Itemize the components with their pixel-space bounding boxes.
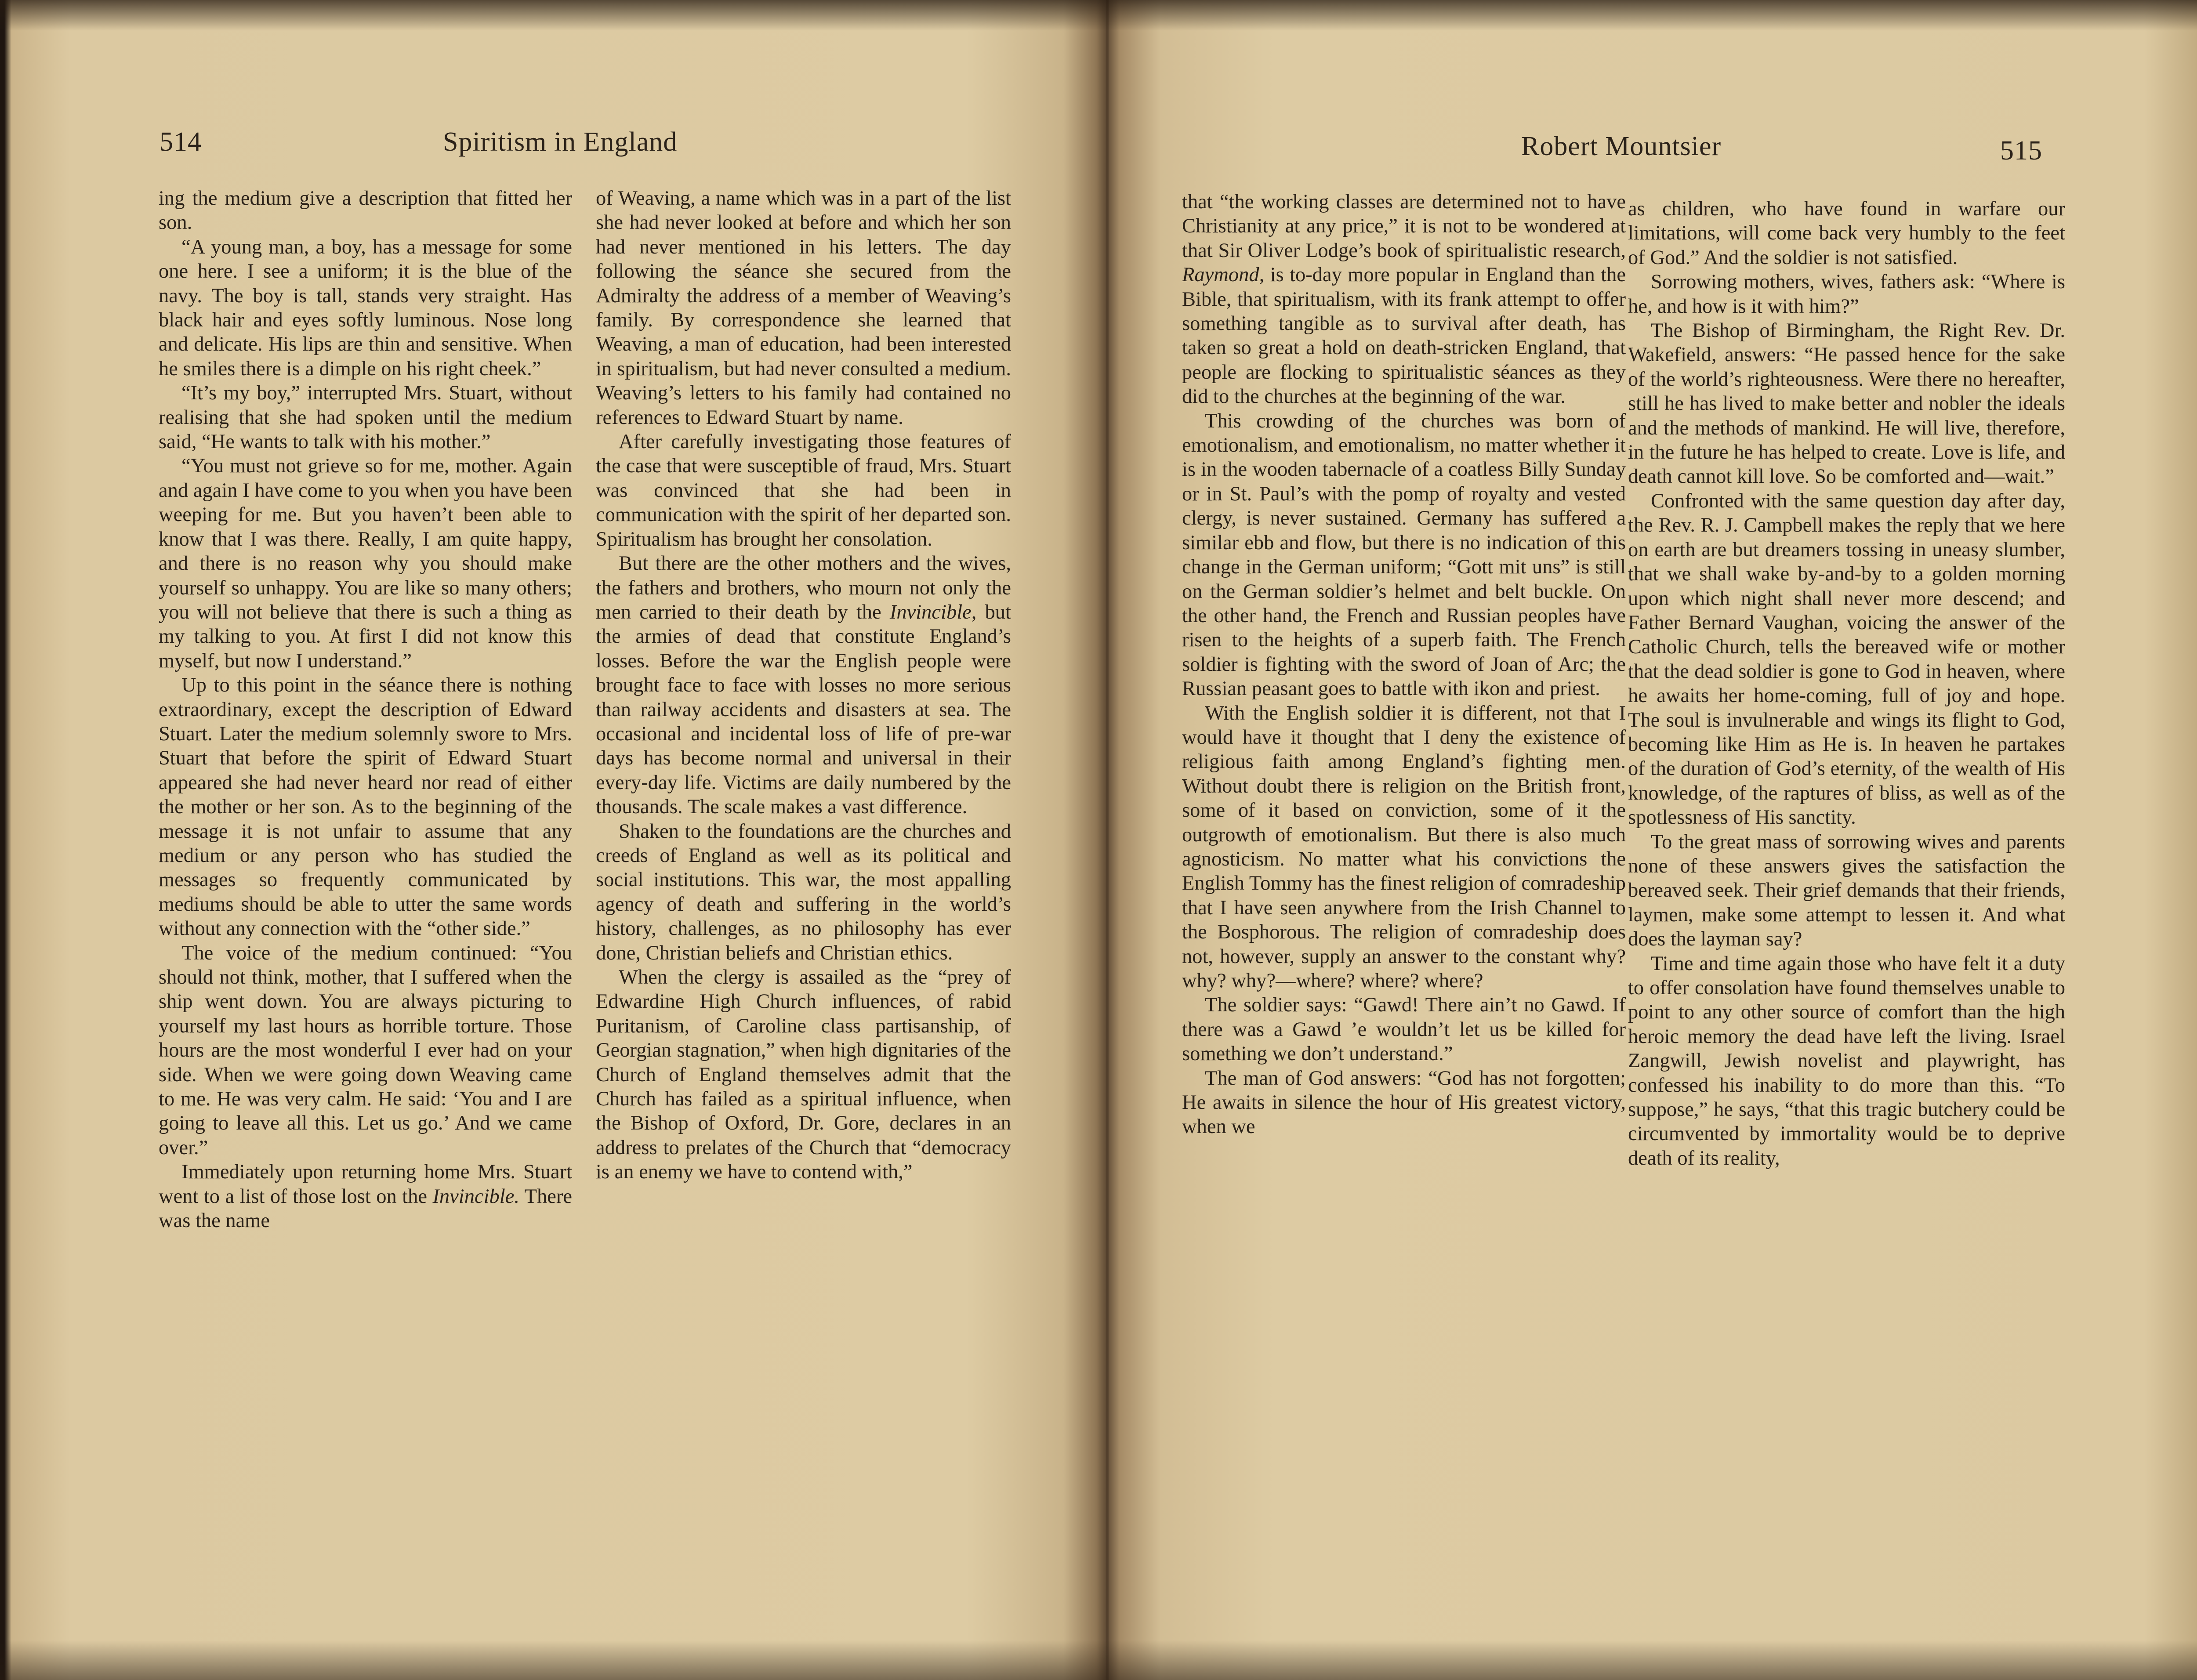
paragraph-text: This crowding of the churches was born of emotionalism, and emotionalism, no matter whether it is in the wooden tabernacle of a coatless Billy Sunday or in St. Paul’s with the pomp of royalty and vested clergy, is never sustained. Germany has suffered a similar ebb and flow, but there is no indication of this change in the German uniform; “Gott mit uns” is still on the German soldier’s helmet and belt buckle. On the other hand, the French and Russian peoples have risen to the heights of a superb faith. The French soldier is fighting with the sword of Joan of Arc; the Russian peasant goes to battle with ikon and priest. xyxy=(1182,409,1626,700)
paragraph-text: The Bishop of Birmingham, the Right Rev. Dr. Wakefield, answers: “He passed hence for the sake of the world’s righteousness. Were there no hereafter, still he has lived to make better and nobler the ideals and the methods of mankind. He will live, therefore, in the future he has helped to create. Love is life, and death cannot kill love. So be comforted and—wait.” xyxy=(1628,319,2065,488)
paragraph-text: “A young man, a boy, has a message for some one here. I see a uniform; it is the blue of the navy. The boy is tall, stands very straight. Has black hair and eyes softly luminous. Nose long and delicate. His lips are thin and sensitive. When he smiles there is a dimple on his right cheek.” xyxy=(159,235,572,380)
paragraph-text: When the clergy is assailed as the “prey of Edwardine High Church influences, of rabid Puritanism, of Caroline class partisanship, of Georgian stagnation,” when high dignitaries of the Church of England themselves admit that the Church has failed as a spiritual influence, when the Bishop of Oxford, Dr. Gore, declares in an address to prelates of the Church that “democracy is an enemy we have to contend with,” xyxy=(596,966,1011,1184)
paragraph-text: But there are the other mothers and the wives, the fathers and brothers, who mourn not only the men carried to their death by the xyxy=(596,552,1011,623)
paragraph-text: “You must not grieve so for me, mother. Again and again I have come to you when you have been weeping for me. But you haven’t been able to know that I was there. Really, I am quite happy, and there is no reason why you should make yourself so unhappy. You are like so many others; you will not believe that there is such a thing as my talking to you. At first I did not know this myself, but now I understand.” xyxy=(159,455,572,672)
paragraph xyxy=(159,186,572,235)
paragraph-text: The soldier says: “Gawd! There ain’t no Gawd. If there was a Gawd ’e wouldn’t let us be killed for something we don’t understand.” xyxy=(1182,994,1626,1065)
paragraph xyxy=(159,235,572,381)
paragraph-text: that “the working classes are determined not to have Christianity at any price,” it is not to be wondered at that Sir Oliver Lodge’s book of spiritualistic research, xyxy=(1182,191,1626,262)
page-number-right: 515 xyxy=(2000,136,2042,166)
running-head-right: Robert Mountsier xyxy=(1521,131,1722,161)
paragraph xyxy=(596,186,1011,430)
italic-title: Invincible. xyxy=(432,1185,519,1208)
paragraph xyxy=(1182,701,1626,993)
paragraph xyxy=(1628,952,2065,1171)
paragraph-text: Up to this point in the séance there is nothing extraordinary, except the description of Edward Stuart. Later the medium solemnly swore to Mrs. Stuart that before the spirit of Edward Stuart appeared she had never heard nor read of either the mother or her son. As to the beginning of the message it is not unfair to assume that any medium or any person who has studied the messages so frequently communicated by mediums should be able to utter the same words without any connection with the “other side.” xyxy=(159,674,572,940)
paragraph xyxy=(1182,190,1626,409)
paragraph xyxy=(1628,489,2065,830)
paragraph xyxy=(1182,409,1626,701)
paragraph xyxy=(1182,1066,1626,1139)
paragraph xyxy=(596,819,1011,965)
page-number-left: 514 xyxy=(160,127,202,157)
paragraph xyxy=(596,551,1011,819)
paragraph-text: To the great mass of sorrowing wives and parents none of these answers gives the satisfaction the bereaved seek. Their grief demands that their friends, laymen, make some attempt to lessen it. And what does the layman say? xyxy=(1628,830,2065,951)
paragraph xyxy=(1628,270,2065,319)
paragraph xyxy=(596,965,1011,1184)
italic-title: Invincible, xyxy=(889,601,977,623)
paragraph-text: The man of God answers: “God has not forgotten; He awaits in silence the hour of His greatest victory, when we xyxy=(1182,1067,1626,1138)
paragraph xyxy=(1628,319,2065,489)
paragraph-text: is to-day more popular in England than the Bible, that spiritualism, with its frank attempt to offer something tangible as to survival after death, has taken so great a hold on death-stricken England, that people are flocking to spiritualistic séances as they did to the churches at the beginning of the war. xyxy=(1182,264,1626,408)
paragraph xyxy=(1182,993,1626,1066)
paragraph-text: as children, who have found in warfare our limitations, will come back very humbly to the feet of God.” And the soldier is not satisfied. xyxy=(1628,198,2065,269)
italic-title: Raymond, xyxy=(1182,264,1265,286)
running-head-left: Spiritism in England xyxy=(443,127,678,157)
paragraph-text: of Weaving, a name which was in a part of the list she had never looked at before and which her son had never mentioned in his letters. The day following the séance she secured from the Admiralty the address of a member of Weaving’s family. By correspondence she learned that Weaving, a man of education, had been interested in spiritualism, but had never consulted a medium. Weaving’s letters to his family had contained no references to Edward Stuart by name. xyxy=(596,187,1011,429)
paragraph-text: Time and time again those who have felt it a duty to offer consolation have found themselves unable to point to any other source of comfort than the high heroic memory the dead have left the living. Israel Zangwill, Jewish novelist and playwright, has confessed his inability to do more than this. “To suppose,” he says, “that this tragic butchery could be circumvented by immortality would be to deprive death of its reality, xyxy=(1628,952,2065,1169)
paragraph xyxy=(1628,830,2065,952)
paragraph xyxy=(596,430,1011,551)
paragraph xyxy=(1628,197,2065,270)
paragraph-text: Confronted with the same question day after day, the Rev. R. J. Campbell makes the reply that we here on earth are but dreamers tossing in uneasy slumber, that we shall wake by-and-by to a golden morning upon which night shall never more descend; and Father Bernard Vaughan, voicing the answer of the Catholic Church, tells the bereaved wife or mother that the dead soldier is gone to God in heaven, where he awaits her home-coming, full of joy and hope. The soul is invulnerable and wings its flight to God, becoming like Him as He is. In heaven he partakes of the duration of God’s eternity, of the wealth of His knowledge, of the raptures of bliss, as well as of the spotlessness of His sanctity. xyxy=(1628,489,2065,829)
paragraph-text: Shaken to the foundations are the churches and creeds of England as well as its political and social institutions. This war, the most appalling agency of death and suffering in the world’s history, challenges, as no philosophy has ever done, Christian beliefs and Christian ethics. xyxy=(596,820,1011,964)
paragraph-text: Immediately upon returning home Mrs. Stuart went to a list of those lost on the xyxy=(159,1161,572,1208)
paragraph xyxy=(159,1160,572,1233)
paragraph-text: Sorrowing mothers, wives, fathers ask: “Where is he, and how is it with him?” xyxy=(1628,271,2065,318)
text-column-right-1 xyxy=(1182,190,1626,1139)
paragraph-text: There was the name xyxy=(159,1185,573,1232)
paragraph-text: With the English soldier it is different, not that I would have it thought that I deny the existence of religious faith among England’s fighting men. Without doubt there is religion on the British front, some of it based on conviction, some of it the outgrowth of emotionalism. But there is also much agnosticism. No matter what his convictions the English Tommy has the finest religion of comradeship that I have seen anywhere from the Irish Channel to the Bosphorous. The religion of comradeship does not, however, supply an answer to the constant why? why? why?—where? where? where? xyxy=(1182,702,1626,992)
paragraph-text: The voice of the medium continued: “You should not think, mother, that I suffered when the ship went down. You are always picturing to yourself my last hours as horrible torture. Those hours are the most wonderful I ever had on your side. When we were going down Weaving came to me. He was very calm. He said: ‘You and I are going to leave all this. Let us go.’ And we came over.” xyxy=(159,941,572,1159)
paragraph-text: ing the medium give a description that fitted her son. xyxy=(159,187,572,234)
paragraph xyxy=(159,941,572,1160)
paragraph xyxy=(159,381,572,454)
text-column-right-2 xyxy=(1628,197,2065,1170)
paragraph xyxy=(159,454,572,673)
paragraph xyxy=(159,673,572,941)
paragraph-text: but the armies of dead that constitute England’s losses. Before the war the English people were brought face to face with losses no more serious than railway accidents and disasters at sea. The occasional and incidental loss of life of pre-war days has become normal and universal in their every-day life. Victims are daily numbered by the thousands. The scale makes a vast difference. xyxy=(596,601,1011,818)
paragraph-text: “It’s my boy,” interrupted Mrs. Stuart, without realising that she had spoken until the medium said, “He wants to talk with his mother.” xyxy=(159,382,572,453)
text-column-left-1 xyxy=(159,186,572,1233)
gutter-fold xyxy=(1106,0,1109,1680)
paragraph-text: After carefully investigating those features of the case that were susceptible of fraud, Mrs. Stuart was convinced that she had been in communication with the spirit of her departed son. Spiritualism has brought her consolation. xyxy=(596,431,1011,550)
text-column-left-2 xyxy=(596,186,1011,1184)
